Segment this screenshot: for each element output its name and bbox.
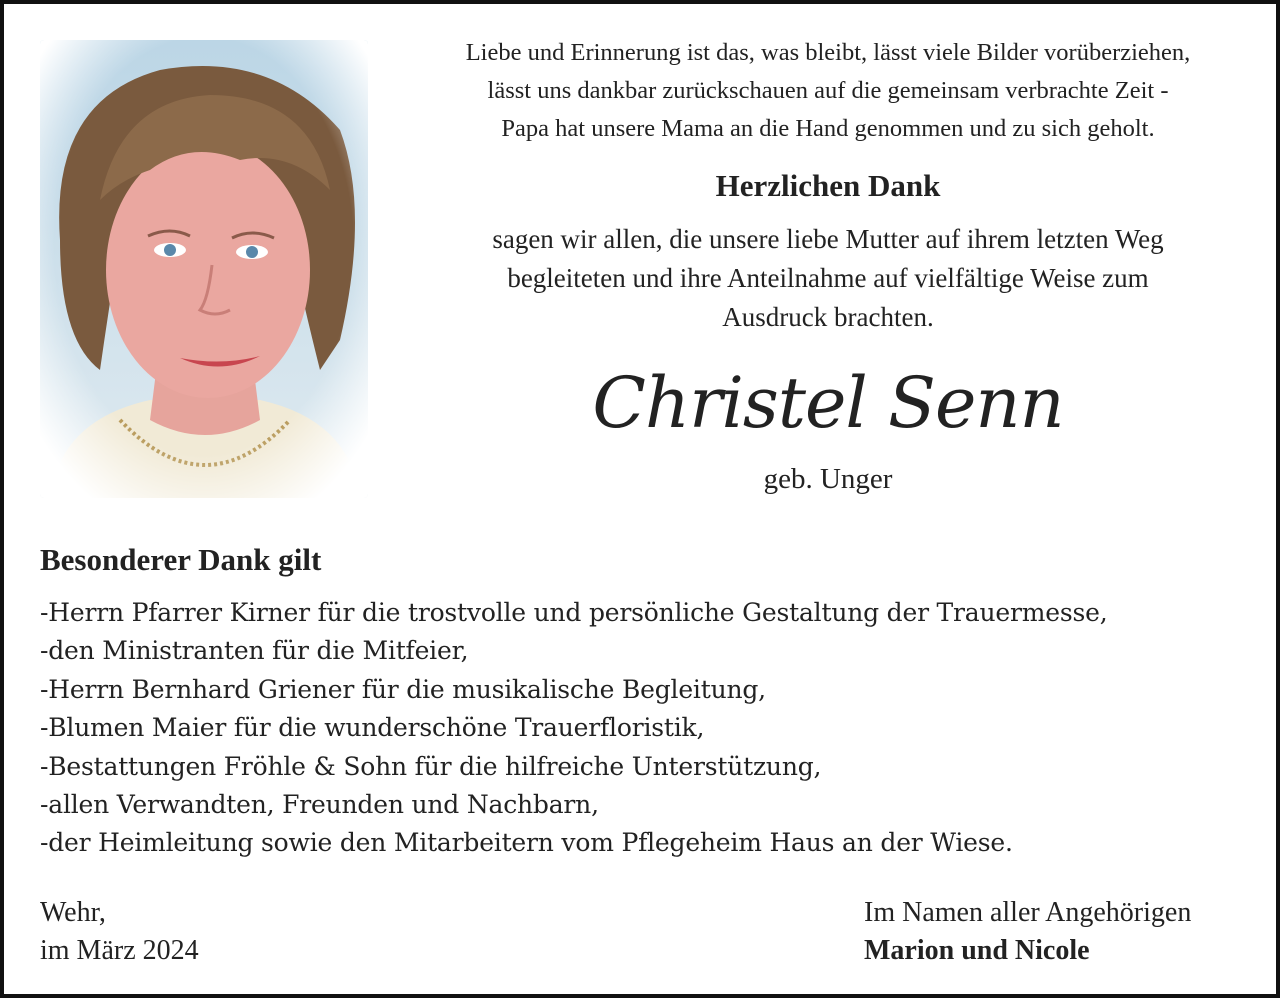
on-behalf-text: Im Namen aller Angehörigen bbox=[864, 897, 1192, 928]
special-thanks-heading: Besonderer Dank gilt bbox=[40, 542, 322, 577]
list-item: -Bestattungen Fröhle & Sohn für die hilfreiche Unterstützung, bbox=[40, 751, 822, 781]
thanks-text-line: begleiteten und ihre Anteilnahme auf vielfältige Weise zum bbox=[507, 263, 1149, 293]
thanks-text-line: sagen wir allen, die unsere liebe Mutter auf ihrem letzten Weg bbox=[492, 224, 1164, 254]
memorial-poem bbox=[388, 34, 1268, 148]
list-item: -allen Verwandten, Freunden und Nachbarn, bbox=[40, 790, 599, 820]
thanks-heading: Herzlichen Dank bbox=[715, 168, 941, 203]
place-and-date bbox=[40, 894, 199, 970]
poem-line: lässt uns dankbar zurückschauen auf die gemeinsam verbrachte Zeit - bbox=[487, 77, 1169, 104]
poem-line: Liebe und Erinnerung ist das, was bleibt, lässt viele Bilder vorüberziehen, bbox=[465, 39, 1191, 66]
list-item: -der Heimleitung sowie den Mitarbeitern vom Pflegeheim Haus an der Wiese. bbox=[40, 828, 1013, 858]
list-item: -den Ministranten für die Mitfeier, bbox=[40, 636, 469, 666]
signature-block bbox=[864, 894, 1191, 970]
portrait-photo bbox=[40, 40, 368, 498]
thanks-text-line: Ausdruck brachten. bbox=[722, 302, 934, 332]
signatories: Marion und Nicole bbox=[864, 935, 1090, 966]
list-item: -Herrn Pfarrer Kirner für die trostvolle und persönliche Gestaltung der Trauermesse, bbox=[40, 598, 1108, 627]
list-item: -Herrn Bernhard Griener für die musikalische Begleitung, bbox=[40, 674, 766, 704]
place: Wehr, bbox=[40, 897, 106, 928]
thanks-text bbox=[388, 220, 1268, 337]
birth-name: geb. Unger bbox=[763, 463, 893, 495]
poem-line: Papa hat unsere Mama an die Hand genommen und zu sich geholt. bbox=[501, 115, 1155, 142]
special-thanks-list bbox=[40, 594, 1270, 863]
date: im März 2024 bbox=[40, 935, 199, 966]
deceased-name: Christel Senn bbox=[592, 362, 1064, 444]
list-item: -Blumen Maier für die wunderschöne Trauerfloristik, bbox=[40, 713, 705, 743]
